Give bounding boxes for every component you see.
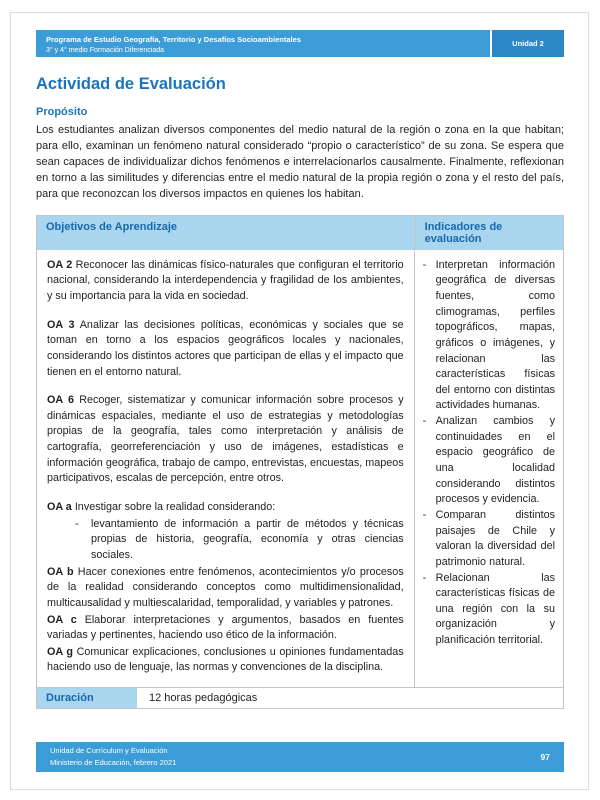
footer-org: Unidad de Currículum y Evaluación: [50, 746, 168, 755]
dash-bullet: -: [422, 415, 427, 428]
indicator-text: Comparan distintos paisajes de Chile y valoran la diversidad del patrimonio natural.: [435, 508, 555, 568]
proposito-heading: Propósito: [36, 106, 88, 118]
header-program-band: [36, 30, 490, 57]
header-program-title: Programa de Estudio Geografía, Territorio y Desafíos Socioambientales: [46, 35, 301, 44]
footer-ministry-date: Ministerio de Educación, febrero 2021: [50, 758, 177, 767]
oa-c-text: Elaborar interpretaciones y argumentos, basados en fuentes variadas y pertinentes, haciendo uso ético de la información.: [47, 613, 404, 642]
objective-oa-g: [47, 645, 404, 676]
oa6-code: OA 6: [47, 394, 74, 407]
header-grade-level: 3° y 4° medio Formación Diferenciada: [46, 47, 165, 54]
table-header-row: [37, 216, 563, 250]
document-footer: [36, 742, 564, 772]
page-number: 97: [540, 752, 550, 762]
proposito-body: Los estudiantes analizan diversos componentes del medio natural de la región o zona en la que habitan; para ello, examinan un fenómeno natural considerado “propio o característico” de su zona. Se espera que sean capaces de individualizar dichos fenómenos e interrelacionarlos causalmente. Finalmente, reflexionan en torno a las similitudes y diferencias entre el medio natural de la propia región o zona y el resto del país, para que reconozcan los diversos impactos en quienes los habitan.: [36, 124, 564, 200]
header-unit-badge: Unidad 2: [492, 30, 564, 57]
duration-label: Duración: [37, 688, 137, 708]
page-content: [36, 30, 564, 709]
indicator-item-2: [423, 414, 555, 508]
objectives-table: [36, 215, 564, 709]
oa-g-text: Comunicar explicaciones, conclusiones u opiniones fundamentadas haciendo uso de lenguaje, las normas y convenciones de la disciplina.: [47, 645, 404, 674]
objective-oa-a-subitem: [75, 517, 404, 564]
indicator-item-3: [423, 508, 555, 571]
oa2-text: Reconocer las dinámicas físico-naturales que configuran el territorio nacional, considerando la interdependencia y fragilidad de los ambientes, y su importancia para la vida en sociedad.: [47, 258, 404, 302]
footer-text-block: [50, 745, 176, 769]
objective-oa-c: [47, 613, 404, 644]
dash-bullet: -: [422, 508, 427, 521]
objective-oa3: [47, 318, 404, 381]
table-body-row: [37, 250, 563, 687]
indicator-item-1: [423, 258, 555, 414]
column-header-objetivos: Objetivos de Aprendizaje: [46, 220, 178, 233]
dash-bullet: -: [75, 517, 79, 530]
duration-value: 12 horas pedagógicas: [149, 692, 258, 705]
oa-g-code: OA g: [47, 645, 73, 658]
document-header: [36, 30, 564, 57]
oa6-text: Recoger, sistematizar y comunicar información sobre procesos y dinámicas espaciales, mediante el uso de estrategias y metodologías propias de la geografía, tales como interpretación y análisis de cartografía, georreferenciación y uso de imágenes, estadísticas e información geográfica, trabajo de campo, entrevistas, encuestas, mapeos participativos, escalas de percepción, entre otros.: [47, 394, 404, 485]
page-title: Actividad de Evaluación: [36, 75, 226, 93]
indicators-column: [415, 250, 563, 687]
indicator-text: Relacionan las características físicas de una región con la su organización y planificación territorial.: [435, 571, 555, 647]
dash-bullet: -: [422, 571, 427, 584]
oa-b-code: OA b: [47, 565, 74, 578]
indicator-text: Interpretan información geográfica de diversas fuentes, como climogramas, perfiles topográficos, mapas, gráficos o imágenes, y relacionan las características físicas del entorno con distintas actividades humanas.: [435, 258, 555, 412]
indicator-item-4: [423, 571, 555, 649]
objective-oa2: [47, 258, 404, 305]
oa2-code: OA 2: [47, 258, 73, 271]
duration-row: [37, 687, 563, 708]
oa3-code: OA 3: [47, 318, 75, 331]
objective-oa-a: [47, 500, 404, 516]
objectives-column: [37, 250, 415, 687]
indicator-text: Analizan cambios y continuidades en el espacio geográfico de una localidad considerando distintos procesos y evidencia.: [435, 415, 555, 506]
oa-a-code: OA a: [47, 501, 72, 514]
objective-oa6: [47, 393, 404, 487]
oa-c-code: OA c: [47, 613, 77, 626]
oa3-text: Analizar las decisiones políticas, económicas y sociales que se toman en torno a los espacios geográficos locales y nacionales, considerando los distintos actores que participan de ellas y el impacto que tienen en el entorno natural.: [47, 318, 404, 378]
column-header-indicadores: Indicadores de evaluación: [415, 216, 563, 250]
objective-oa-b: [47, 565, 404, 612]
dash-bullet: -: [422, 258, 427, 271]
oa-b-text: Hacer conexiones entre fenómenos, acontecimientos y/o procesos de la realidad considerando conceptos como multidimensionalidad, multicausalidad y multiescalaridad, temporalidad, y variables y patrones.: [47, 565, 404, 609]
oa-a-text: Investigar sobre la realidad considerando:: [74, 501, 276, 514]
subitem-text: levantamiento de información a partir de métodos y técnicas propias de historia, geografía, economía y otras ciencias sociales.: [91, 517, 404, 561]
